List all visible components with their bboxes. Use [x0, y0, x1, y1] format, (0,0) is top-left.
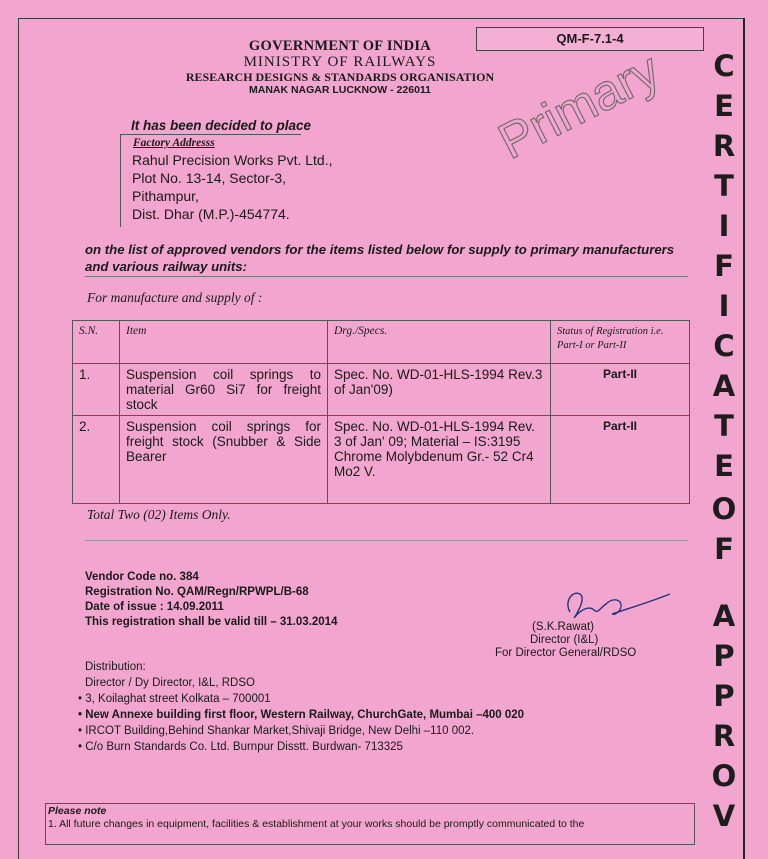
side-banner-letter: E	[714, 89, 734, 123]
side-banner-letter: P	[713, 679, 735, 713]
distribution-item: • New Annexe building first floor, Western Railway, ChurchGate, Mumbai –400 020	[78, 709, 525, 721]
distribution-director: Director / Dy Director, I&L, RDSO	[85, 677, 255, 689]
cell-item: Suspension coil springs for freight stock (Snubber & Side Bearer	[120, 416, 328, 504]
side-banner-letter: P	[713, 639, 735, 673]
factory-address-line: Rahul Precision Works Pvt. Ltd.,	[132, 152, 333, 168]
side-banner-letter: I	[718, 289, 730, 323]
table-row	[73, 416, 690, 504]
manufacture-heading: For manufacture and supply of :	[87, 290, 263, 305]
cell-status: Part-II	[551, 416, 690, 504]
side-banner-letter: F	[714, 532, 734, 566]
side-banner-letter: T	[714, 409, 734, 443]
side-banner-letter: C	[713, 329, 735, 363]
header-item: Item	[120, 321, 328, 364]
distribution-label: Distribution:	[85, 661, 146, 673]
signatory-title: Director (I&L)	[530, 634, 599, 646]
side-banner-letter: T	[714, 169, 734, 203]
cell-spec: Spec. No. WD-01-HLS-1994 Rev.3 of Jan'09)	[328, 364, 551, 416]
issue-date: Date of issue : 14.09.2011	[85, 601, 224, 613]
header-ministry: MINISTRY OF RAILWAYS	[243, 54, 437, 70]
decision-statement: It has been decided to place	[131, 118, 312, 133]
header-organisation: RESEARCH DESIGNS & STANDARDS ORGANISATION	[185, 70, 495, 84]
primary-stamp	[490, 40, 720, 190]
factory-address-line: Pithampur,	[132, 188, 199, 204]
header-sn: S.N.	[73, 321, 120, 364]
vendor-code: Vendor Code no. 384	[85, 571, 199, 583]
table-header-row	[73, 321, 690, 364]
header-specs: Drg./Specs.	[328, 321, 551, 364]
factory-address-line: Dist. Dhar (M.P.)-454774.	[132, 206, 290, 222]
divider	[85, 276, 688, 277]
factory-address-label: Factory Addresss	[133, 137, 215, 149]
items-table	[72, 320, 690, 504]
cell-item: Suspension coil springs to material Gr60 Si7 for freight stock	[120, 364, 328, 416]
side-banner-letter: I	[718, 209, 730, 243]
approved-vendor-statement: on the list of approved vendors for the items listed below for supply to primary manufacturers and various railway units:	[85, 242, 675, 274]
side-banner-letter: F	[714, 249, 734, 283]
side-banner-letter: E	[714, 449, 734, 483]
table-row	[73, 364, 690, 416]
side-banner-letter: R	[712, 129, 736, 163]
form-reference: QM-F-7.1-4	[476, 27, 704, 51]
header-status: Status of Registration i.e. Part-I or Part-II	[551, 321, 690, 364]
primary-stamp-text: Primary	[490, 41, 669, 170]
side-banner-letter: O	[711, 492, 737, 526]
cell-sn: 1.	[73, 364, 120, 416]
registration-number: Registration No. QAM/Regn/RPWPL/B-68	[85, 586, 309, 598]
items-total: Total Two (02) Items Only.	[87, 507, 231, 522]
side-banner-letter: A	[712, 599, 736, 633]
side-banner-letter: C	[713, 49, 735, 83]
cell-spec: Spec. No. WD-01-HLS-1994 Rev. 3 of Jan' 09; Material – IS:3195 Chrome Molybdenum Gr.- 52 Cr4 Mo2 V.	[328, 416, 551, 504]
validity: This registration shall be valid till – 31.03.2014	[85, 616, 338, 628]
distribution-item: • IRCOT Building,Behind Shankar Market,Shivaji Bridge, New Delhi –110 002.	[78, 725, 475, 737]
side-banner-letter: V	[712, 799, 736, 833]
distribution-item: • C/o Burn Standards Co. Ltd. Burnpur Disstt. Burdwan- 713325	[78, 741, 403, 753]
distribution-item: • 3, Koilaghat street Kolkata – 700001	[78, 693, 271, 705]
header-address: MANAK NAGAR LUCKNOW - 226011	[248, 84, 432, 96]
signatory-name: (S.K.Rawat)	[532, 621, 594, 633]
cell-sn: 2.	[73, 416, 120, 504]
factory-address-line: Plot No. 13-14, Sector-3,	[132, 170, 287, 186]
cell-status: Part-II	[551, 364, 690, 416]
note-text: 1. All future changes in equipment, facilities & establishment at your works should be promptly communicated to the	[48, 818, 585, 830]
side-banner-letter: O	[711, 759, 737, 793]
header-government: GOVERNMENT OF INDIA	[248, 38, 432, 54]
side-banner-letter: A	[712, 369, 736, 403]
signatory-for: For Director General/RDSO	[495, 647, 637, 659]
side-banner-letter: R	[712, 719, 736, 753]
divider	[85, 540, 688, 541]
note-heading: Please note	[48, 805, 107, 817]
